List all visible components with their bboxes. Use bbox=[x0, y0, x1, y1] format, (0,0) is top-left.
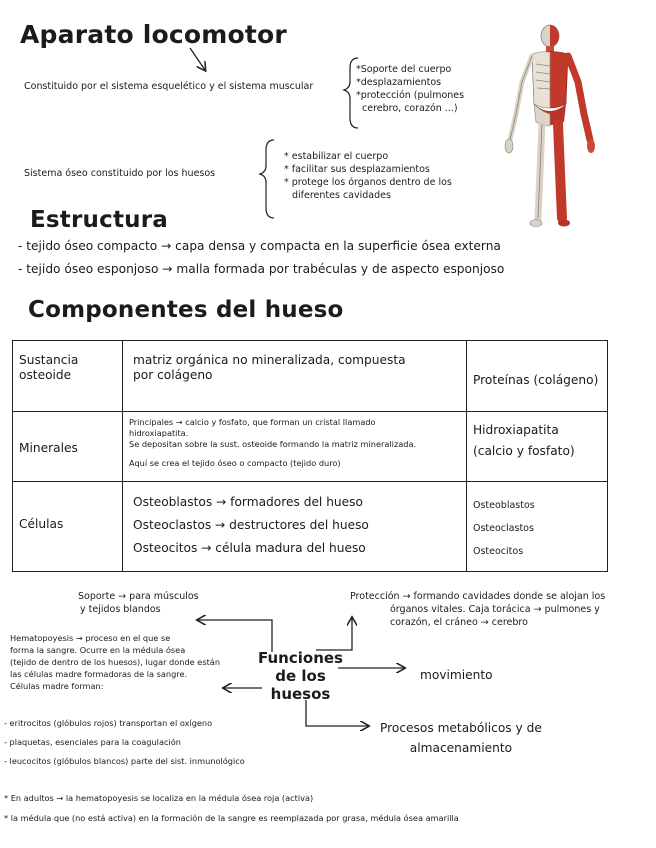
list-item: - eritrocitos (glóbulos rojos) transportan el oxígeno bbox=[4, 718, 213, 728]
list-item: * estabilizar el cuerpo bbox=[284, 151, 389, 162]
brace-icon bbox=[260, 140, 274, 218]
hematopoyesis-line: las células madre formadoras de la sangre. bbox=[10, 669, 188, 679]
description-line: Osteoblastos → formadores del hueso bbox=[133, 495, 363, 509]
note-line: * la médula que (no está activa) en la formación de la sangre es reemplazada por grasa, médula ósea amarilla bbox=[4, 813, 459, 823]
hematopoyesis-line: Células madre forman: bbox=[10, 681, 104, 691]
page-title: Aparato locomotor bbox=[20, 20, 287, 49]
description-line: Se depositan sobre la sust. osteoide formando la matriz mineralizada. bbox=[129, 439, 417, 449]
list-item: *protección (pulmones bbox=[356, 90, 465, 101]
brace-icon bbox=[344, 58, 358, 128]
arrow-icon bbox=[316, 618, 352, 650]
right-line: (calcio y fosfato) bbox=[473, 444, 575, 458]
soporte-line: Soporte → para músculos bbox=[78, 591, 199, 602]
right-line: Hidroxiapatita bbox=[473, 423, 559, 437]
description-line: por colágeno bbox=[133, 368, 213, 382]
title-arrow-icon bbox=[190, 48, 205, 70]
procesos-line: Procesos metabólicos y de bbox=[380, 721, 542, 735]
list-item: - leucocitos (glóbulos blancos) parte del sist. inmunológico bbox=[4, 756, 245, 766]
hematopoyesis-line: (tejido de dentro de los huesos), lugar donde están bbox=[10, 657, 221, 667]
right-line: Proteínas (colágeno) bbox=[473, 373, 599, 387]
list-item: - plaquetas, esenciales para la coagulación bbox=[4, 737, 181, 747]
description-line: hidroxiapatita. bbox=[129, 428, 189, 438]
description-line: Osteocitos → célula madura del hueso bbox=[133, 541, 366, 555]
list-item: * protege los órganos dentro de los bbox=[284, 177, 452, 188]
proteccion-line: corazón, el cráneo → cerebro bbox=[390, 617, 528, 628]
soporte-line: y tejidos blandos bbox=[80, 604, 161, 615]
locomotor-definition: Constituido por el sistema esquelético y el sistema muscular bbox=[24, 81, 314, 92]
componentes-heading: Componentes del hueso bbox=[28, 297, 344, 323]
list-item: diferentes cavidades bbox=[292, 190, 391, 201]
description-line: Aquí se crea el tejido óseo o compacto (tejido duro) bbox=[129, 458, 341, 468]
table-row-label: Minerales bbox=[19, 441, 78, 455]
description-line: matriz orgánica no mineralizada, compuesta bbox=[133, 353, 406, 367]
right-line: Osteocitos bbox=[473, 546, 524, 557]
osseous-definition: Sistema óseo constituido por los huesos bbox=[24, 168, 216, 179]
right-line: Osteoclastos bbox=[473, 523, 534, 534]
estructura-heading: Estructura bbox=[30, 207, 168, 233]
center-line: de los bbox=[275, 667, 326, 685]
hematopoyesis-line: forma la sangre. Ocurre en la médula ósea bbox=[10, 645, 186, 655]
description-line: Osteoclastos → destructores del hueso bbox=[133, 518, 369, 532]
proteccion-line: órganos vitales. Caja torácica → pulmones y bbox=[390, 604, 600, 615]
arrow-icon bbox=[198, 620, 272, 652]
estructura-item-compacto: - tejido óseo compacto → capa densa y compacta en la superficie ósea externa bbox=[18, 239, 501, 253]
center-line: huesos bbox=[270, 685, 331, 703]
list-item: *desplazamientos bbox=[356, 77, 442, 88]
list-item: *Soporte del cuerpo bbox=[356, 64, 452, 75]
note-line: * En adultos → la hematopoyesis se localiza en la médula ósea roja (activa) bbox=[4, 793, 314, 803]
funcion-movimiento: movimiento bbox=[420, 668, 493, 682]
list-item: cerebro, corazón ...) bbox=[362, 103, 458, 114]
table-row-label: Células bbox=[19, 517, 64, 531]
table-row-label: Sustancia osteoide bbox=[19, 353, 79, 382]
description-line: Principales → calcio y fosfato, que forman un cristal llamado bbox=[129, 417, 376, 427]
arrow-icon bbox=[306, 700, 368, 726]
proteccion-line: Protección → formando cavidades donde se alojan los bbox=[350, 591, 606, 602]
right-line: Osteoblastos bbox=[473, 500, 535, 511]
hematopoyesis-line: Hematopoyesis → proceso en el que se bbox=[10, 633, 171, 643]
procesos-line: almacenamiento bbox=[409, 741, 513, 755]
list-item: * facilitar sus desplazamientos bbox=[284, 164, 430, 175]
center-line: Funciones bbox=[258, 649, 343, 667]
estructura-item-esponjoso: - tejido óseo esponjoso → malla formada por trabéculas y de aspecto esponjoso bbox=[18, 262, 505, 276]
